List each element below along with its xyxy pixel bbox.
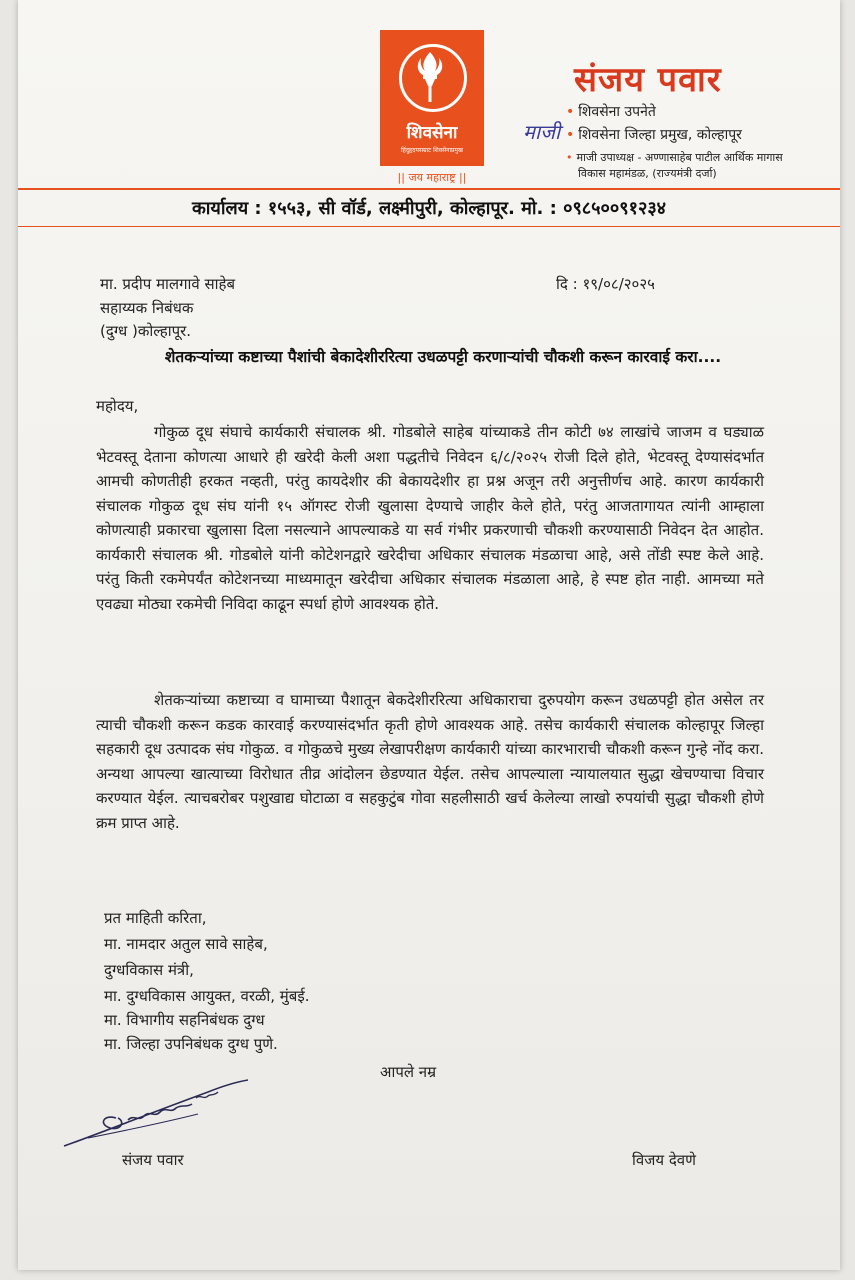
- cc-item: मा. नामदार अतुल सावे साहेब,: [104, 935, 268, 953]
- recipient-line2: सहाय्यक निबंधक: [100, 299, 194, 317]
- bullet-icon: •: [566, 151, 573, 164]
- body-paragraph-2: शेतकऱ्यांच्या कष्टाच्या व घामाच्या पैशातून बेकदेशीररित्या अधिकाराचा दुरुपयोग करून उधळपट्टी होत असेल तर त्याची चौकशी करून कडक कारवाई करण्यासंदर्भात कृती होणे आवश्यक आहे. तसेच कार्यकारी संचालक कोल्हापूर जिल्हा सहकारी दूध उत्पादक संघ गोकुळ. व गोकुळचे मुख्य लेखापरीक्षण कार्यकारी यांच्या कारभाराची चौकशी करून गुन्हे नोंद करा. अन्यथा आपल्या खात्याच्या विरोधात तीव्र आंदोलन छेडण्यात येईल. तसेच आपल्याला न्यायालयात सुद्धा खेचण्याचा विचार करण्यात येईल. त्याचबरोबर पशुखाद्य घोटाळा व सहकुटुंब गोवा सहलीसाठी खर्च केलेल्या लाखो रुपयांची सुद्धा चौकशी होणे क्रम प्राप्त आहे.: [96, 691, 764, 832]
- cc-item: मा. जिल्हा उपनिबंधक दुग्ध पुणे.: [104, 1035, 278, 1053]
- letter-subject: शेतकऱ्यांच्या कष्टाच्या पैशांची बेकादेशीररित्या उधळपट्टी करणाऱ्यांची चौकशी करून कारवाई करा....: [164, 348, 722, 366]
- letterhead-line3: • माजी उपाध्यक्ष - अण्णासाहेब पाटील आर्थिक मागास: [566, 151, 783, 164]
- letter-date: दि : १९/०८/२०२५: [556, 275, 655, 293]
- cc-item: मा. दुग्धविकास आयुक्त, वरळी, मुंबई.: [104, 987, 310, 1005]
- torch-emblem-icon: [399, 44, 467, 112]
- header-rule-bottom: [18, 226, 840, 227]
- signatory-right: विजय देवणे: [632, 1151, 696, 1169]
- handwritten-maji: माजी: [523, 120, 561, 144]
- jai-maharashtra-slogan: || जय महाराष्ट्र ||: [397, 171, 467, 184]
- letterhead-line2: • शिवसेना जिल्हा प्रमुख, कोल्हापूर: [566, 127, 742, 143]
- recipient-line1: मा. प्रदीप मालगावे साहेब: [100, 275, 236, 293]
- cc-item: मा. विभागीय सहनिबंधक दुग्ध: [104, 1011, 265, 1029]
- closing: आपले नम्र: [380, 1063, 437, 1081]
- letterhead-line1: • शिवसेना उपनेते: [566, 104, 656, 120]
- bullet-icon: •: [566, 127, 575, 143]
- letter-page: [18, 0, 840, 1270]
- cc-item: दुग्धविकास मंत्री,: [104, 961, 194, 979]
- cc-heading: प्रत माहिती करिता,: [104, 909, 207, 927]
- signature-scribble-icon: [58, 1074, 258, 1154]
- shivsena-logo: [380, 30, 484, 166]
- logo-tagline: हिंदुहृदयसम्राट शिवसेनाप्रमुख: [401, 147, 463, 154]
- bullet-icon: •: [566, 104, 575, 120]
- letterhead-line4: विकास महामंडळ, (राज्यमंत्री दर्जा): [578, 167, 717, 180]
- office-address: कार्यालय : १५५३, सी वॉर्ड, लक्ष्मीपुरी, कोल्हापूर. मो. : ०९८५००९१२३४: [191, 198, 667, 219]
- salutation: महोदय,: [96, 397, 139, 415]
- recipient-line3: (दुग्ध )कोल्हापूर.: [100, 322, 192, 340]
- letterhead-name: संजय पवार: [574, 60, 722, 100]
- header-rule-top: [18, 188, 840, 190]
- signatory-left: संजय पवार: [122, 1151, 184, 1169]
- logo-text: शिवसेना: [406, 123, 458, 143]
- body-paragraph-1: गोकुळ दूध संघाचे कार्यकारी संचालक श्री. गोडबोले साहेब यांच्याकडे तीन कोटी ७४ लाखांचे जाजम व घड्याळ भेटवस्तू देताना कोणत्या आधारे ही खरेदी केली अशा पद्धतीचे निवेदन ६/८/२०२५ रोजी दिले होते, भेटवस्तू देण्यासंदर्भात आमची कोणतीही हरकत नव्हती, परंतु कायदेशीर की बेकायदेशीर हा प्रश्न अजून तरी अनुत्तीर्णच आहे. कारण कार्यकारी संचालक गोकुळ दूध संघ यांनी १५ ऑगस्ट रोजी खुलासा देण्याचे जाहीर केले होते, परंतु आजतागायत त्यांनी आम्हाला कोणत्याही प्रकारचा खुलासा दिला नसल्याने आपल्याकडे या सर्व गंभीर प्रकरणाची चौकशी करण्यासाठी निवेदन देत आहोत. कार्यकारी संचालक श्री. गोडबोले यांनी कोटेशनद्वारे खरेदीचा अधिकार संचालक मंडळाचा आहे, असे तोंडी स्पष्ट केले आहे. परंतु किती रकमेपर्यंत कोटेशनच्या माध्यमातून खरेदीचा अधिकार संचालक मंडळाला आहे, हे स्पष्ट होत नाही. आमच्या मते एवढ्या मोठ्या रकमेची निविदा काढून स्पर्धा होणे आवश्यक होते.: [96, 423, 764, 613]
